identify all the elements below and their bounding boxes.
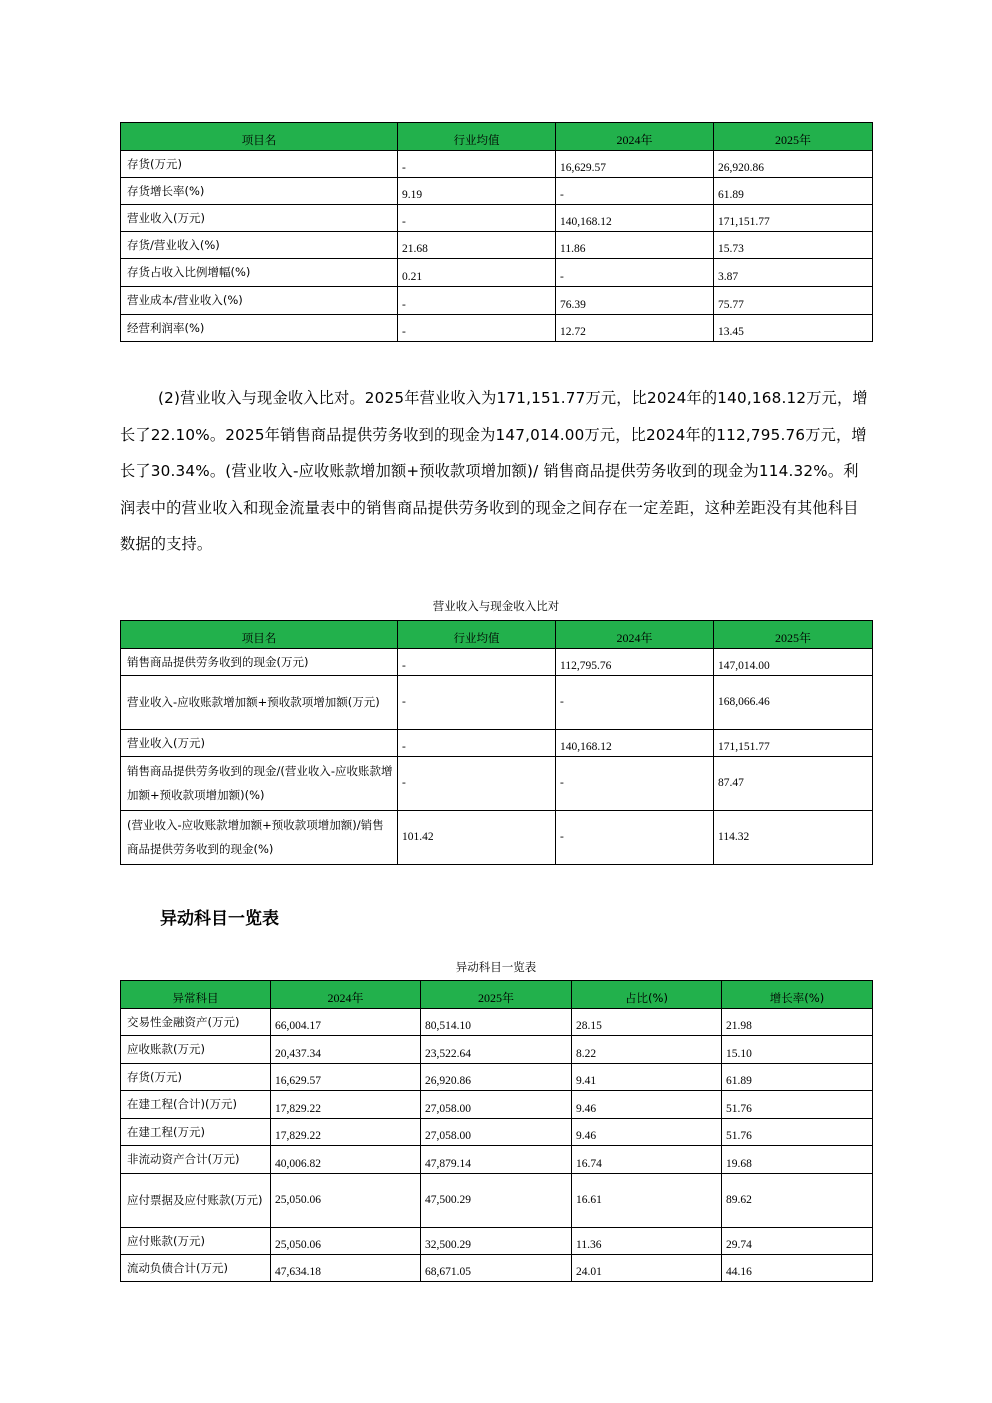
inventory-table <box>120 122 873 342</box>
table-row <box>121 1228 873 1255</box>
table-row <box>121 287 873 315</box>
cell: 20,437.34 <box>271 1036 421 1064</box>
cell: 140,168.12 <box>556 730 714 757</box>
abnormal-items-table <box>120 980 873 1282</box>
table-row <box>121 1119 873 1146</box>
cell: - <box>556 676 714 730</box>
cell: 61.89 <box>714 178 873 205</box>
cell: - <box>398 730 556 757</box>
cell: 17,829.22 <box>271 1119 421 1146</box>
row-label: 销售商品提供劳务收到的现金(万元) <box>121 649 398 676</box>
cell: 76.39 <box>556 287 714 315</box>
cell: 16.74 <box>572 1146 722 1174</box>
table-row <box>121 1036 873 1064</box>
row-label: 应收账款(万元) <box>121 1036 271 1064</box>
cell: 21.68 <box>398 232 556 259</box>
row-label: 在建工程(万元) <box>121 1119 271 1146</box>
table-row <box>121 1255 873 1282</box>
cell: 25,050.06 <box>271 1228 421 1255</box>
header-cell: 2025年 <box>714 123 873 151</box>
row-label: 营业收入-应收账款增加额+预收款项增加额(万元) <box>121 676 398 730</box>
cell: 27,058.00 <box>421 1119 572 1146</box>
cell: 16.61 <box>572 1174 722 1228</box>
table-row <box>121 315 873 342</box>
cell: 147,014.00 <box>714 649 873 676</box>
cell: - <box>556 757 714 811</box>
cell: 27,058.00 <box>421 1091 572 1119</box>
cell: 17,829.22 <box>271 1091 421 1119</box>
cell: 32,500.29 <box>421 1228 572 1255</box>
cell: 19.68 <box>722 1146 873 1174</box>
header-cell: 2024年 <box>556 621 714 649</box>
cell: 16,629.57 <box>271 1064 421 1091</box>
cell: 140,168.12 <box>556 205 714 232</box>
header-cell: 增长率(%) <box>722 981 873 1009</box>
cell: 51.76 <box>722 1119 873 1146</box>
header-cell: 占比(%) <box>572 981 722 1009</box>
cell: 47,634.18 <box>271 1255 421 1282</box>
row-label: 应付账款(万元) <box>121 1228 271 1255</box>
table-row <box>121 730 873 757</box>
cell: - <box>398 151 556 178</box>
row-label: 存货(万元) <box>121 151 398 178</box>
cell: 9.19 <box>398 178 556 205</box>
row-label: 交易性金融资产(万元) <box>121 1009 271 1036</box>
row-label: 在建工程(合计)(万元) <box>121 1091 271 1119</box>
row-label: 存货/营业收入(%) <box>121 232 398 259</box>
cell: 29.74 <box>722 1228 873 1255</box>
cell: 44.16 <box>722 1255 873 1282</box>
row-label: (营业收入-应收账款增加额+预收款项增加额)/销售商品提供劳务收到的现金(%) <box>121 811 398 865</box>
cell: 171,151.77 <box>714 730 873 757</box>
table-caption: 营业收入与现金收入比对 <box>432 599 560 613</box>
cell: - <box>398 315 556 342</box>
row-label: 存货增长率(%) <box>121 178 398 205</box>
cell: 13.45 <box>714 315 873 342</box>
header-cell: 2025年 <box>714 621 873 649</box>
cell: 114.32 <box>714 811 873 865</box>
cell: 11.86 <box>556 232 714 259</box>
row-label: 非流动资产合计(万元) <box>121 1146 271 1174</box>
table-caption: 异动科目一览表 <box>455 960 537 974</box>
row-label: 营业收入(万元) <box>121 205 398 232</box>
table-row <box>121 1091 873 1119</box>
table-row <box>121 676 873 730</box>
cell: 47,500.29 <box>421 1174 572 1228</box>
cell: 21.98 <box>722 1009 873 1036</box>
row-label: 营业收入(万元) <box>121 730 398 757</box>
cell: - <box>398 205 556 232</box>
cell: 15.73 <box>714 232 873 259</box>
cell: - <box>398 757 556 811</box>
section-title: 异动科目一览表 <box>160 909 279 929</box>
cell: 12.72 <box>556 315 714 342</box>
cell: 112,795.76 <box>556 649 714 676</box>
cell: 24.01 <box>572 1255 722 1282</box>
header-cell: 2024年 <box>556 123 714 151</box>
cell: 87.47 <box>714 757 873 811</box>
cell: 66,004.17 <box>271 1009 421 1036</box>
header-cell: 2024年 <box>271 981 421 1009</box>
cell: 171,151.77 <box>714 205 873 232</box>
cell: 16,629.57 <box>556 151 714 178</box>
cell: 15.10 <box>722 1036 873 1064</box>
table-row <box>121 757 873 811</box>
cell: 23,522.64 <box>421 1036 572 1064</box>
table-row <box>121 1064 873 1091</box>
cell: 61.89 <box>722 1064 873 1091</box>
cell: 25,050.06 <box>271 1174 421 1228</box>
cell: 28.15 <box>572 1009 722 1036</box>
table-header-row <box>121 621 873 649</box>
row-label: 营业成本/营业收入(%) <box>121 287 398 315</box>
row-label: 经营利润率(%) <box>121 315 398 342</box>
cell: - <box>556 259 714 287</box>
cell: 168,066.46 <box>714 676 873 730</box>
cell: 9.46 <box>572 1119 722 1146</box>
header-cell: 异常科目 <box>121 981 271 1009</box>
cell: 51.76 <box>722 1091 873 1119</box>
cell: 9.46 <box>572 1091 722 1119</box>
cell: - <box>398 649 556 676</box>
row-label: 应付票据及应付账款(万元) <box>121 1174 271 1228</box>
cell: - <box>556 178 714 205</box>
row-label: 销售商品提供劳务收到的现金/(营业收入-应收账款增加额+预收款项增加额)(%) <box>121 757 398 811</box>
cell: 101.42 <box>398 811 556 865</box>
cell: 11.36 <box>572 1228 722 1255</box>
cell: 0.21 <box>398 259 556 287</box>
header-cell: 行业均值 <box>398 621 556 649</box>
header-cell: 项目名 <box>121 621 398 649</box>
row-label: 存货占收入比例增幅(%) <box>121 259 398 287</box>
cell: 40,006.82 <box>271 1146 421 1174</box>
table-row <box>121 1009 873 1036</box>
row-label: 存货(万元) <box>121 1064 271 1091</box>
table-row <box>121 811 873 865</box>
table-row <box>121 259 873 287</box>
table-row <box>121 1174 873 1228</box>
header-cell: 项目名 <box>121 123 398 151</box>
cell: - <box>398 287 556 315</box>
table-row <box>121 232 873 259</box>
cell: 9.41 <box>572 1064 722 1091</box>
header-cell: 行业均值 <box>398 123 556 151</box>
cell: 89.62 <box>722 1174 873 1228</box>
row-label: 流动负债合计(万元) <box>121 1255 271 1282</box>
table-header-row <box>121 981 873 1009</box>
table-header-row <box>121 123 873 151</box>
table-row <box>121 1146 873 1174</box>
revenue-cash-table <box>120 620 873 865</box>
cell: - <box>556 811 714 865</box>
cell: - <box>398 676 556 730</box>
cell: 3.87 <box>714 259 873 287</box>
cell: 75.77 <box>714 287 873 315</box>
table-row <box>121 649 873 676</box>
header-cell: 2025年 <box>421 981 572 1009</box>
cell: 47,879.14 <box>421 1146 572 1174</box>
table-row <box>121 178 873 205</box>
table-row <box>121 151 873 178</box>
table-row <box>121 205 873 232</box>
cell: 26,920.86 <box>421 1064 572 1091</box>
cell: 80,514.10 <box>421 1009 572 1036</box>
cell: 68,671.05 <box>421 1255 572 1282</box>
cell: 26,920.86 <box>714 151 873 178</box>
analysis-paragraph: (2)营业收入与现金收入比对。2025年营业收入为171,151.77万元，比2024年的140,168.12万元，增长了22.10%。2025年销售商品提供劳务收到的现金为147,014.00万元，比2024年的112,795.76万元，增长了30.34%。(营业收入-应收账款增加额+预收款项增加额)/ 销售商品提供劳务收到的现金为114.32%。利润表中的营业收入和现金流量表中的销售商品提供劳务收到的现金之间存在一定差距，这种差距没有其他科目数据的支持。 <box>120 389 868 553</box>
cell: 8.22 <box>572 1036 722 1064</box>
